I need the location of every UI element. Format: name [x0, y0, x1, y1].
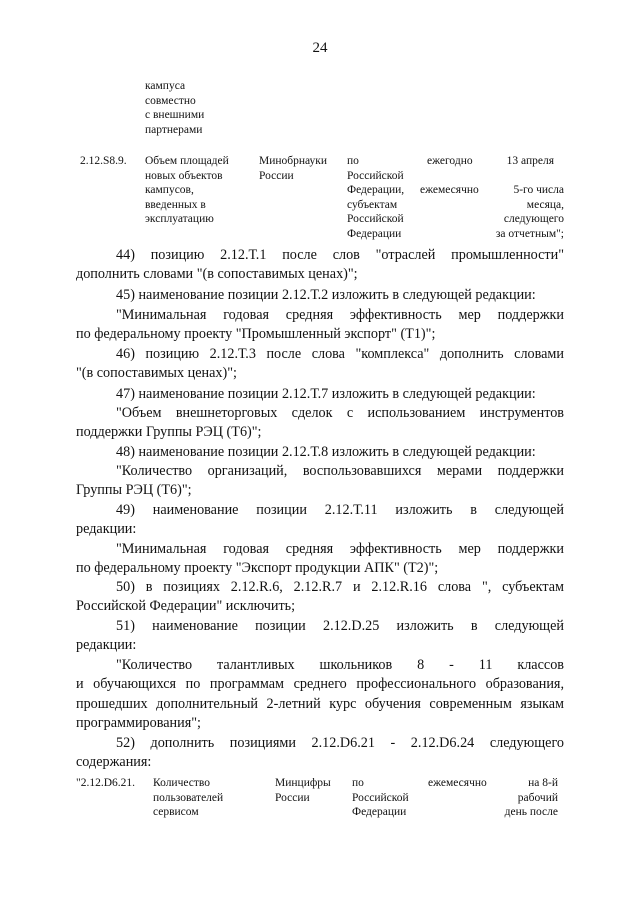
paragraph-line: "Количество организаций, воспользовавшихся мерами поддержки: [116, 463, 564, 479]
table-text: субъектам: [347, 198, 398, 211]
paragraph-line: "Количество талантливых школьников 8 - 11 классов: [116, 657, 564, 673]
paragraph-line: дополнить словами "(в сопоставимых ценах)";: [76, 266, 358, 283]
table-text: следующего: [503, 213, 564, 225]
table-text: введенных в: [145, 198, 206, 211]
table-text: партнерами: [145, 123, 203, 136]
paragraph-line: "Минимальная годовая средняя эффективность мер поддержки: [116, 307, 564, 323]
paragraph-44: [76, 246, 564, 285]
paragraph-line: поддержки Группы РЭЦ (Т6)";: [76, 424, 262, 441]
table-text: Российской: [347, 213, 404, 225]
paragraph-line: содержания:: [76, 754, 152, 771]
table-text: новых объектов: [145, 169, 223, 182]
table-text: Минобрнауки: [259, 155, 328, 167]
paragraph-line: Группы РЭЦ (Т6)";: [76, 482, 192, 499]
paragraph-line: 49) наименование позиции 2.12.Т.11 изложить в следующей: [116, 502, 564, 518]
paragraph-line: редакции:: [76, 637, 137, 654]
table-row-agency: [259, 154, 327, 183]
table-text: Минцифры: [275, 777, 331, 789]
paragraph-line: 44) позицию 2.12.Т.1 после слов "отраслей промышленности": [116, 247, 564, 263]
table-text: по: [347, 155, 359, 167]
paragraph-line: и обучающихся по программам среднего профессионального образования,: [76, 676, 564, 693]
quote-51: [76, 656, 564, 734]
table-text: по: [352, 777, 364, 789]
quote-49: [76, 540, 564, 579]
paragraph-line: программирования";: [76, 715, 201, 732]
quote-48: [76, 462, 564, 501]
quote-45: [76, 306, 564, 345]
table-text: Федерации,: [347, 184, 405, 196]
row-code: 2.12.S8.9.: [80, 155, 127, 167]
paragraph-49: [76, 501, 564, 540]
table-text: кампусов,: [145, 184, 194, 196]
table-row-level: [347, 154, 404, 241]
table-text: России: [259, 169, 294, 182]
paragraph-line: "Минимальная годовая средняя эффективность мер поддержки: [116, 541, 564, 557]
paragraph-line: 50) в позициях 2.12.R.6, 2.12.R.7 и 2.12.R.16 слова ", субъектам: [116, 579, 564, 595]
paragraph-line: 52) дополнить позициями 2.12.D6.21 - 2.12.D6.24 следующего: [116, 735, 564, 751]
paragraph-line: Российской Федерации" исключить;: [76, 598, 296, 615]
table-text: 5-го числа: [513, 184, 564, 196]
table-text: ежемесячно: [420, 184, 479, 196]
table-row-periodicity-1: [427, 154, 473, 169]
table-row-level: [352, 776, 409, 820]
paragraph-45: [76, 286, 564, 305]
paragraph-line: редакции:: [76, 521, 137, 538]
table-text: на 8-й: [528, 777, 558, 789]
table-text: России: [275, 791, 310, 804]
table-text: пользователей: [153, 791, 224, 804]
table-text: Объем площадей: [145, 155, 229, 167]
paragraph-line: "(в сопоставимых ценах)";: [76, 365, 237, 382]
table-row-name: [145, 154, 229, 227]
table-row-name: [153, 776, 223, 820]
table-text: ежегодно: [427, 155, 473, 167]
paragraph-line: 51) наименование позиции 2.12.D.25 изложить в следующей: [116, 618, 564, 634]
table-text: Российской: [347, 169, 404, 182]
paragraph-line: 45) наименование позиции 2.12.Т.2 изложить в следующей редакции:: [116, 287, 536, 303]
table-text: день после: [504, 806, 558, 818]
paragraph-47: [76, 385, 564, 404]
table-text: эксплуатацию: [145, 213, 214, 225]
quote-47: [76, 404, 564, 443]
paragraph-line: 46) позицию 2.12.Т.3 после слова "комплекса" дополнить словами: [116, 346, 564, 362]
table-text: за отчетным";: [495, 227, 564, 240]
paragraph-line: по федеральному проекту "Экспорт продукции АПК" (Т2)";: [76, 560, 439, 577]
row-code: "2.12.D6.21.: [76, 777, 135, 789]
table-row-code: [76, 776, 135, 791]
table-text: с внешними: [145, 109, 205, 121]
paragraph-line: 48) наименование позиции 2.12.Т.8 изложить в следующей редакции:: [116, 444, 536, 460]
page-number: 24: [312, 40, 328, 56]
table-text: ежемесячно: [428, 777, 487, 789]
table-continuation-cell: [145, 79, 204, 137]
table-row-agency: [275, 776, 331, 805]
paragraph-line: "Объем внешнеторговых сделок с использованием инструментов: [116, 405, 564, 421]
table-text: Количество: [153, 777, 210, 789]
table-row-code: [80, 154, 127, 169]
paragraph-51: [76, 617, 564, 656]
table-text: совместно: [145, 94, 196, 107]
paragraph-52: [76, 734, 564, 773]
table-text: сервисом: [153, 806, 199, 818]
table-row-deadline: [470, 776, 558, 820]
table-text: Российской: [352, 791, 409, 804]
paragraph-46: [76, 345, 564, 384]
paragraph-50: [76, 578, 564, 617]
table-row-deadline: [470, 154, 564, 241]
paragraph-line: прошедших дополнительный 2-летний курс обучения современным языкам: [76, 695, 564, 712]
table-text: кампуса: [145, 80, 186, 92]
table-text: Федерации: [347, 227, 402, 240]
table-text: 13 апреля: [506, 155, 554, 167]
paragraph-line: 47) наименование позиции 2.12.Т.7 изложить в следующей редакции:: [116, 386, 536, 402]
table-text: рабочий: [517, 791, 558, 804]
paragraph-line: по федеральному проекту "Промышленный экспорт" (Т1)";: [76, 326, 436, 343]
table-text: Федерации: [352, 806, 407, 818]
table-text: месяца,: [526, 198, 564, 211]
paragraph-48: [76, 443, 564, 462]
